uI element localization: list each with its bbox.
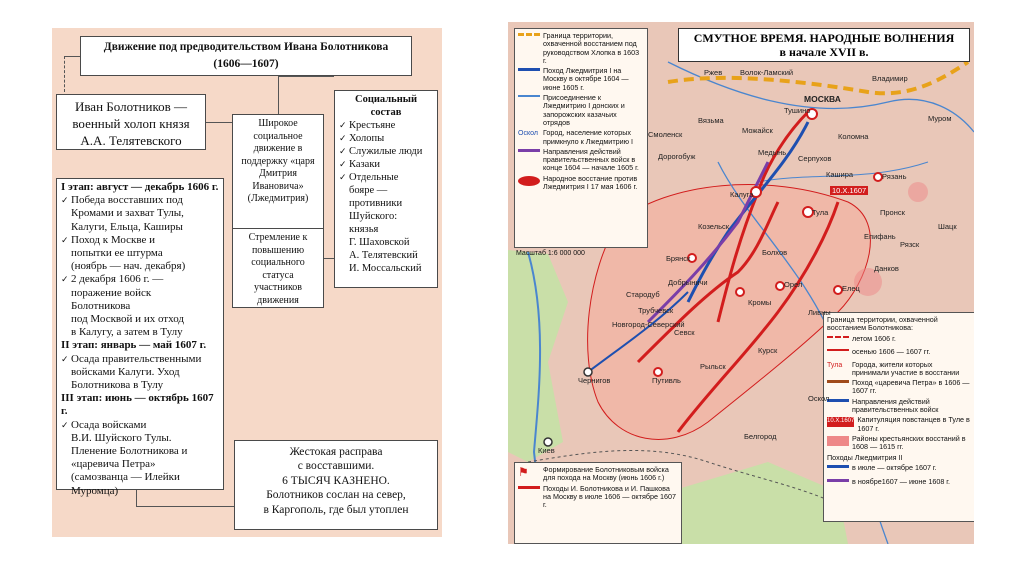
city-marker [584, 368, 592, 376]
city-label: Тушино [784, 106, 811, 115]
legend-text: Город, население которых примкнуло к Лжедмитрию I [543, 128, 634, 146]
social-item: ✓ Крестьяне [339, 119, 433, 132]
legend-row [827, 416, 971, 433]
legend-text: летом 1606 г. [852, 333, 896, 343]
legend-row [827, 435, 971, 452]
goal-box [232, 228, 324, 308]
green-area [508, 250, 568, 462]
social-composition-box [334, 90, 438, 288]
legend-symbol [827, 349, 849, 359]
outcome-line: в Каргополь, где был утоплен [263, 503, 409, 516]
city-label: Волок-Ламский [740, 68, 794, 77]
legend-text: Районы крестьянских восстаний в 1608 — 1615 гг. [852, 433, 966, 452]
legend-row [827, 478, 971, 490]
movement-line: социальное [253, 130, 303, 142]
social-item: ✓ Холопы [339, 132, 433, 145]
goal-line: движения [257, 294, 299, 306]
legend-row [518, 32, 644, 65]
legend-text: Направления действий правительственных войск в конце 1604 — начале 1605 г. [543, 146, 639, 173]
city-label: Медынь [758, 148, 787, 157]
stage-line: Муромца) [71, 484, 119, 497]
stage-item: ✓ Победа восставших под [61, 194, 219, 207]
social-heading: состав [370, 107, 402, 118]
city-label: Рязань [882, 172, 907, 181]
legend-right [823, 312, 974, 522]
city-marker [776, 282, 784, 290]
stage-line: В.И. Шуйского Тулы. [71, 431, 172, 444]
legend-symbol [827, 465, 849, 476]
title-line: Движение под предводительством Ивана Болотникова [103, 41, 389, 53]
movement-line: движение в [253, 143, 303, 154]
connector-line [64, 56, 80, 57]
stage-line: (самозванца — Илейки [71, 471, 180, 484]
legend-text: Города, жители которых принимали участие в восстании [852, 359, 960, 377]
hero-line: Иван Болотников — [74, 99, 188, 114]
stage-line: поражение войск [71, 286, 152, 299]
city-label: Епифань [864, 232, 896, 241]
map-title [678, 28, 970, 62]
stage-heading: I этап: август — декабрь 1606 г. [61, 181, 219, 193]
date-label: 10.Х.1607 [832, 186, 867, 195]
legend-symbol [827, 479, 849, 490]
goal-line: Стремление к [248, 232, 308, 243]
city-marker [736, 288, 744, 296]
city-marker [834, 286, 842, 294]
city-label: Новгород-Северский [612, 320, 685, 329]
social-item: ✓ Отдельные [339, 171, 433, 184]
social-line: противники [349, 198, 403, 209]
city-label: Орел [784, 280, 803, 289]
city-label: Можайск [742, 126, 773, 135]
legend-row [827, 361, 971, 378]
city-marker [654, 368, 662, 376]
legend-row [827, 348, 971, 359]
stage-line: под Москвой и их отход [71, 313, 184, 326]
social-line: Шуйского: [349, 211, 398, 222]
city-label: Добрыничи [668, 278, 708, 287]
legend-bottom [514, 462, 682, 544]
city-label: Болхов [762, 248, 788, 257]
legend-row [518, 148, 644, 173]
connector-line [206, 122, 232, 123]
social-line: А. Телятевский [349, 250, 418, 261]
stage-line: Пленение Болотникова и [71, 445, 188, 458]
stage-line: Калуги, Ельца, Каширы [71, 220, 183, 233]
legend-top [514, 28, 648, 248]
legend-text: Граница территории, охваченной восстанием под руководством Хлопка в 1603 г. [543, 31, 640, 65]
stage-heading: III этап: июнь — октябрь 1607 г. [61, 392, 214, 418]
stage-line: Болотникова [71, 299, 131, 312]
social-line: И. Мосcальский [349, 263, 422, 274]
hero-line: А.А. Телятевского [80, 133, 182, 148]
city-label: Путивль [652, 376, 681, 385]
city-label: Белгород [744, 432, 777, 441]
legend-row [827, 379, 971, 396]
connector-line [136, 506, 234, 507]
stage-line: (ноябрь — нач. декабря) [71, 260, 186, 273]
legend-row [518, 175, 644, 192]
social-line: Г. Шаховской [349, 237, 410, 248]
legend-symbol [827, 336, 849, 346]
city-label: Елец [842, 284, 860, 293]
social-heading: Социальный [354, 94, 417, 105]
legend-text: в ноябре1607 — июне 1608 г. [852, 476, 951, 486]
movement-line: Широкое [258, 118, 298, 129]
city-label: Рыльск [700, 362, 726, 371]
goal-line: социального [251, 257, 305, 268]
legend-symbol [518, 68, 540, 79]
city-label: Шацк [938, 222, 957, 231]
legend-symbol [518, 33, 540, 44]
legend-row [518, 466, 678, 483]
legend-text: осенью 1606 — 1607 гг. [852, 346, 931, 356]
legend-symbol [518, 149, 540, 160]
legend-text: Присоединение к Лжедмитрию I донских и запорожских казачьих отрядов [543, 93, 625, 127]
connector-line [324, 258, 334, 259]
connector-line [278, 76, 334, 77]
dashed-connector [64, 56, 65, 92]
movement-box [232, 114, 324, 232]
city-label: Смоленск [648, 130, 683, 139]
city-label: Кромы [748, 298, 772, 307]
legend-text: Направления действий правительственных войск [852, 396, 939, 415]
outcome-line: Жестокая расправа [289, 446, 383, 458]
city-label: Чернигов [578, 376, 611, 385]
stage-item: ✓ Осада правительственными [61, 353, 219, 366]
social-line: бояре — [349, 185, 388, 196]
city-label: Ливны [808, 308, 831, 317]
stage-line: попытки ее штурма [71, 247, 163, 260]
city-label: Коломна [838, 132, 869, 141]
goal-line: участников [253, 282, 303, 293]
stage-heading: II этап: январь — май 1607 г. [61, 339, 207, 352]
peasant-uprising-area [908, 182, 928, 202]
city-label: Данков [874, 264, 899, 273]
outcome-line: 6 ТЫСЯЧ КАЗНЕНО. [282, 474, 390, 487]
outcome-line: с восставшими. [297, 460, 375, 473]
city-label: Кашира [826, 170, 854, 179]
connector-line [278, 76, 279, 114]
legend-row [518, 485, 678, 510]
legend-row [827, 398, 971, 415]
legend-row [518, 67, 644, 92]
flag-icon: ⚑ [518, 465, 529, 479]
legend-symbol [827, 399, 849, 410]
stage-line: «царевича Петра» [71, 458, 156, 471]
city-label: Калуга [730, 190, 754, 199]
city-label: Трубчевск [638, 306, 674, 315]
legend-symbol: 10.Х.1607 [827, 417, 854, 427]
city-label: Тула [812, 208, 829, 217]
legend-symbol [518, 176, 540, 186]
city-marker [544, 438, 552, 446]
stage-item: ✓ Осада войсками [61, 419, 219, 432]
social-item: ✓ Казаки [339, 158, 433, 171]
legend-heading: Походы Лжедмитрия II [827, 452, 903, 462]
stage-line: войсками Калуги. Уход [71, 365, 180, 378]
diagram-title [80, 36, 412, 76]
city-label: Козельск [698, 222, 730, 231]
stage-line: Болотникова в Тулу [71, 379, 164, 392]
city-label: Пронск [880, 208, 905, 217]
legend-text: Формирование Болотниковым войска для похода на Москву (июнь 1606 г.) [543, 465, 669, 483]
outcome-box [234, 440, 438, 530]
city-label: Оскол [808, 394, 830, 403]
legend-row [827, 335, 971, 346]
legend-text: Народное восстание против Лжедмитрия I 17 мая 1606 г. [543, 173, 638, 192]
movement-line: Дмитрия [259, 168, 297, 179]
city-label: Серпухов [798, 154, 832, 163]
stage-item: ✓ 2 декабря 1606 г. — [61, 273, 219, 286]
city-label: Брянск [666, 254, 691, 263]
stage-line: в Калугу, а затем в Тулу [71, 326, 183, 339]
legend-row [518, 129, 644, 146]
map-title-line: в начале XVII в. [779, 45, 869, 59]
social-item: ✓ Служилые люди [339, 145, 433, 158]
social-line: князья [349, 224, 379, 235]
stage-item: ✓ Поход к Москве и [61, 234, 219, 247]
legend-text: в июле — октябре 1607 г. [852, 462, 937, 472]
movement-line: поддержку «царя [241, 155, 315, 167]
legend-symbol: Тула [827, 361, 843, 369]
legend-symbol [827, 380, 849, 391]
city-label: Дорогобуж [658, 152, 696, 161]
legend-symbol [518, 486, 540, 497]
green-area [658, 462, 848, 544]
city-marker [874, 173, 882, 181]
legend-heading: Граница территории, охваченной восстанием Болотникова: [827, 315, 938, 333]
legend-row [518, 94, 644, 127]
legend-text: Походы И. Болотникова и И. Пашкова на Москву в июле 1606 — октябре 1607 г. [543, 483, 676, 510]
legend-symbol: Оскол [518, 130, 538, 138]
legend-symbol [827, 436, 849, 446]
city-label: Муром [928, 114, 952, 123]
title-line: (1606—1607) [213, 58, 279, 70]
city-label: Рязск [900, 240, 920, 249]
goal-line: повышению [251, 244, 305, 256]
map-scale: Масштаб 1:6 000 000 [516, 250, 585, 257]
city-label: Стародуб [626, 290, 660, 299]
movement-line: (Лжедмитрия) [247, 193, 309, 204]
city-label: Ржев [704, 68, 723, 77]
legend-text: Поход «царевича Петра» в 1606 — 1607 гг. [852, 378, 970, 396]
city-label: Вязьма [698, 116, 724, 125]
city-label: Севск [674, 328, 695, 337]
city-label: МОСКВА [804, 94, 841, 104]
map-title-line: СМУТНОЕ ВРЕМЯ. НАРОДНЫЕ ВОЛНЕНИЯ [693, 31, 955, 45]
city-label: Киев [538, 446, 555, 455]
hero-line: военный холоп князя [72, 116, 190, 131]
hero-box [56, 94, 206, 150]
legend-text: Капитуляция повстанцев в Туле в 1607 г. [857, 415, 970, 433]
legend-text: Поход Лжедмитрия I на Москву в октябре 1604 — июне 1605 г. [543, 66, 629, 92]
city-label: Курск [758, 346, 778, 355]
bolotnikov-diagram [52, 28, 442, 537]
legend-symbol [518, 95, 540, 105]
city-label: Владимир [872, 74, 908, 83]
khlopko-border [668, 62, 968, 93]
goal-line: статуса [262, 269, 294, 281]
stage-line: Кромами и захват Тулы, [71, 207, 184, 220]
stages-box [56, 178, 224, 497]
movement-line: Ивановича» [252, 180, 304, 192]
outcome-line: Болотников сослан на север, [266, 489, 406, 502]
historical-map [508, 22, 974, 544]
legend-row [827, 464, 971, 476]
